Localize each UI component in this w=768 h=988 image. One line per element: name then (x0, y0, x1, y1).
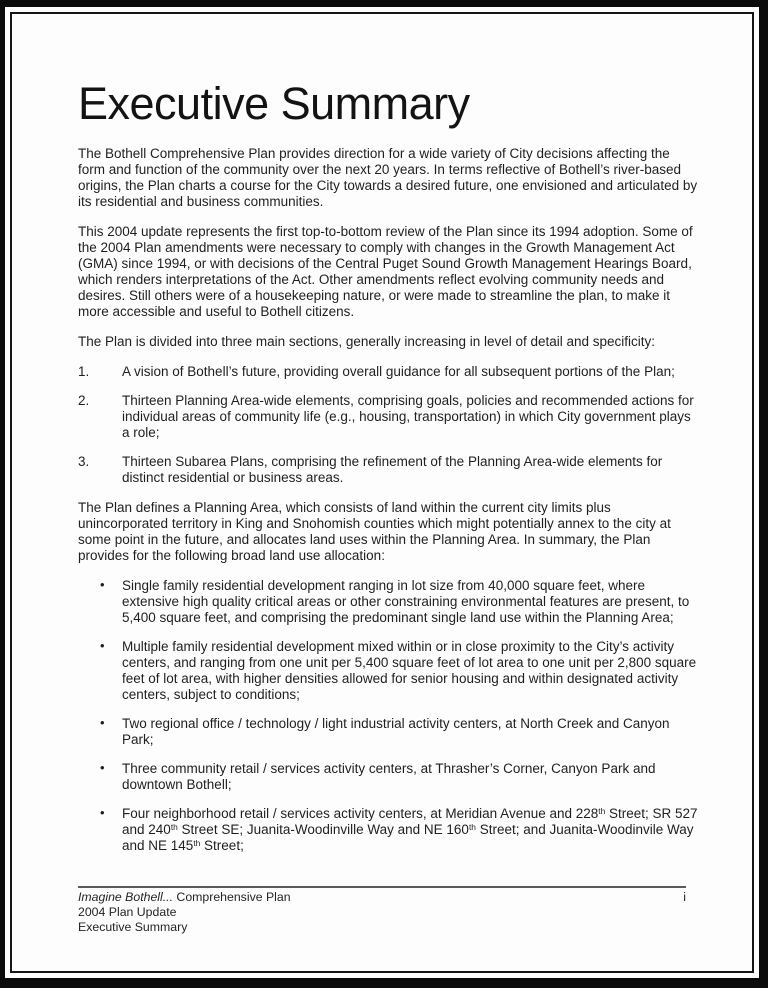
page-number: i (683, 890, 686, 904)
list-item (78, 578, 700, 626)
bullet-icon: • (100, 638, 105, 653)
list-item (78, 761, 700, 793)
land-use-bullet-list (78, 578, 700, 854)
bullet-icon: • (100, 805, 105, 820)
footer-plan-update: 2004 Plan Update (78, 905, 177, 919)
bullet-icon: • (100, 760, 105, 775)
list-item (78, 454, 700, 486)
footer-divider (78, 886, 686, 888)
footer-doc-title-rest: Comprehensive Plan (173, 890, 291, 904)
list-number: 3. (78, 454, 90, 469)
list-item-text: Thirteen Subarea Plans, comprising the refinement of the Planning Area-wide elements for distinct residential or business areas. (122, 454, 663, 485)
list-item (78, 393, 700, 441)
list-item-text: Four neighborhood retail / services activity centers, at Meridian Avenue and 228th Street; SR 527 and 240th Street SE; Juanita-Woodinville Way and NE 160th Street; and Juanita-Woodinvile Way and NE 145th Street; (122, 805, 698, 853)
numbered-list (78, 364, 700, 486)
list-number: 1. (78, 364, 90, 379)
intro-paragraph-1: The Bothell Comprehensive Plan provides direction for a wide variety of City decisions affecting the form and function of the community over the next 20 years. In terms reflective of Bothell’s river-based origins, the Plan charts a course for the City towards a desired future, one envisioned and articulated by its residential and business communities. (78, 146, 698, 209)
page-title: Executive Summary (78, 78, 470, 129)
sections-intro-paragraph: The Plan is divided into three main sections, generally increasing in level of detail and specificity: (78, 334, 656, 349)
footer-row (78, 890, 686, 905)
list-item-text: Multiple family residential development mixed within or in close proximity to the City’s activity centers, and ranging from one unit per 5,400 square feet of lot area to one unit per 2,800 square feet of lot area, with higher densities allowed for senior housing and within designated activity centers, subject to conditions; (122, 639, 697, 702)
bullet-icon: • (100, 577, 105, 592)
page-content (12, 14, 752, 854)
list-item-text: Single family residential development ranging in lot size from 40,000 square feet, where extensive high quality critical areas or other constraining environmental features are present, to 5,400 square feet, and comprising the predominant single land use within the Planning Area; (122, 578, 690, 625)
bullet-icon: • (100, 715, 105, 730)
list-item (78, 364, 700, 380)
document-page (10, 12, 754, 973)
planning-area-paragraph: The Plan defines a Planning Area, which consists of land within the current city limits plus unincorporated territory in King and Snohomish counties which might potentially annex to the city at some point in the future, and allocates land uses within the Planning Area. In summary, the Plan provides for the following broad land use allocation: (78, 500, 671, 563)
list-item (78, 806, 700, 854)
list-item (78, 716, 700, 748)
footer-doc-title-italic: Imagine Bothell... (78, 890, 174, 904)
intro-paragraph-2: This 2004 update represents the first top-to-bottom review of the Plan since its 1994 adoption. Some of the 2004 Plan amendments were necessary to comply with changes in the Growth Management Act (GMA) since 1994, or with decisions of the Central Puget Sound Growth Management Hearings Board, which renders interpretations of the Act. Other amendments reflect evolving community needs and desires. Still others were of a housekeeping nature, or were made to streamline the plan, to make it more accessible and useful to Bothell citizens. (78, 224, 693, 319)
list-item (78, 639, 700, 703)
footer-doc-title (78, 890, 291, 905)
list-number: 2. (78, 393, 90, 408)
page-footer (78, 886, 686, 935)
list-item-text: Thirteen Planning Area-wide elements, comprising goals, policies and recommended actions for individual areas of community life (e.g., housing, transportation) in which City government plays a role; (122, 393, 694, 440)
footer-section-name: Executive Summary (78, 920, 188, 934)
list-item-text: Three community retail / services activity centers, at Thrasher’s Corner, Canyon Park and downtown Bothell; (122, 761, 656, 792)
list-item-text: Two regional office / technology / light industrial activity centers, at North Creek and Canyon Park; (122, 716, 670, 747)
list-item-text: A vision of Bothell’s future, providing overall guidance for all subsequent portions of the Plan; (122, 364, 675, 379)
